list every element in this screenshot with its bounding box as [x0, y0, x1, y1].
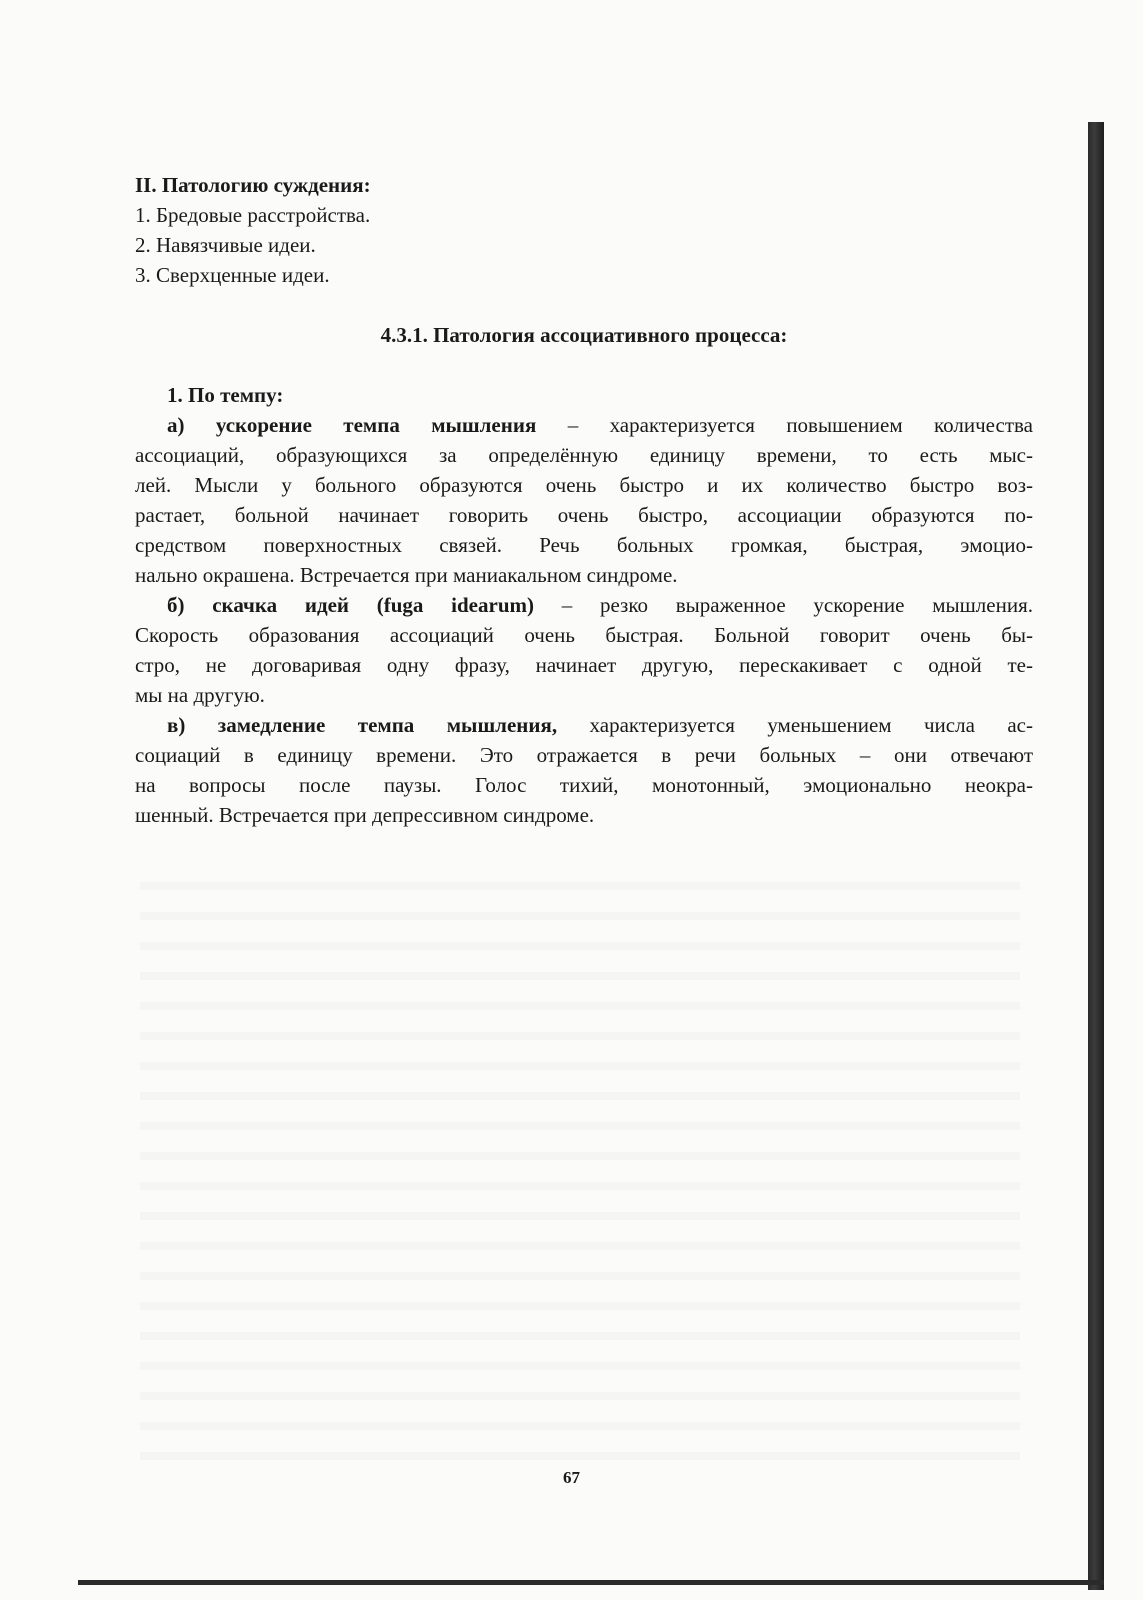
term: а) ускорение темпа мышления: [167, 413, 537, 437]
paragraph-line: социаций в единицу времени. Это отражается в речи больных – они отвечают: [135, 743, 1033, 767]
paragraph-line: [135, 590, 1033, 620]
paragraph-line: растает, больной начинает говорить очень быстро, ассоциации образуются по-: [135, 503, 1033, 527]
paragraph-text: – резко выраженное ускорение мышления.: [533, 593, 1033, 617]
scan-edge-right: [1088, 122, 1104, 1590]
page-body: [135, 170, 1033, 830]
paragraph-line: средством поверхностных связей. Речь больных громкая, быстрая, эмоцио-: [135, 533, 1033, 557]
paragraph-line: стро, не договаривая одну фразу, начинает другую, перескакивает с одной те-: [135, 653, 1033, 677]
term: б) скачка идей (fuga idearum): [167, 593, 534, 617]
paragraph-b: [135, 590, 1033, 710]
paragraph-line: шенный. Встречается при депрессивном синдроме.: [135, 803, 595, 827]
paragraph-line: мы на другую.: [135, 683, 265, 707]
section-ii-title: II. Патологию суждения:: [135, 173, 371, 197]
scan-edge-bottom: [78, 1580, 1104, 1585]
paragraph-line: ассоциаций, образующихся за определённую единицу времени, то есть мыс-: [135, 443, 1033, 467]
paragraph-text: характеризуется уменьшением числа ас-: [557, 713, 1034, 737]
paragraph-line: нально окрашена. Встречается при маниакальном синдроме.: [135, 563, 678, 587]
paragraph-line: [135, 710, 1033, 740]
scan-bleed-through: [140, 860, 1020, 1460]
paragraph-a: [135, 410, 1033, 590]
paragraph-text: – характеризуется повышением количества: [536, 413, 1033, 437]
list-item: 1. Бредовые расстройства.: [135, 203, 371, 227]
paragraph-line: [135, 410, 1033, 440]
section-ii: [135, 170, 1033, 290]
page-number: 67: [563, 1468, 580, 1487]
list-item: 2. Навязчивые идеи.: [135, 233, 316, 257]
section-heading: 4.3.1. Патология ассоциативного процесса:: [380, 323, 788, 347]
paragraph-c: [135, 710, 1033, 830]
term: в) замедление темпа мышления,: [167, 713, 558, 737]
paragraph-line: Скорость образования ассоциаций очень быстрая. Больной говорит очень бы-: [135, 623, 1033, 647]
subheading: 1. По темпу:: [167, 383, 284, 407]
paragraph-line: на вопросы после паузы. Голос тихий, монотонный, эмоционально неокра-: [135, 773, 1033, 797]
list-item: 3. Сверхценные идеи.: [135, 263, 330, 287]
paragraph-line: лей. Мысли у больного образуются очень быстро и их количество быстро воз-: [135, 473, 1033, 497]
